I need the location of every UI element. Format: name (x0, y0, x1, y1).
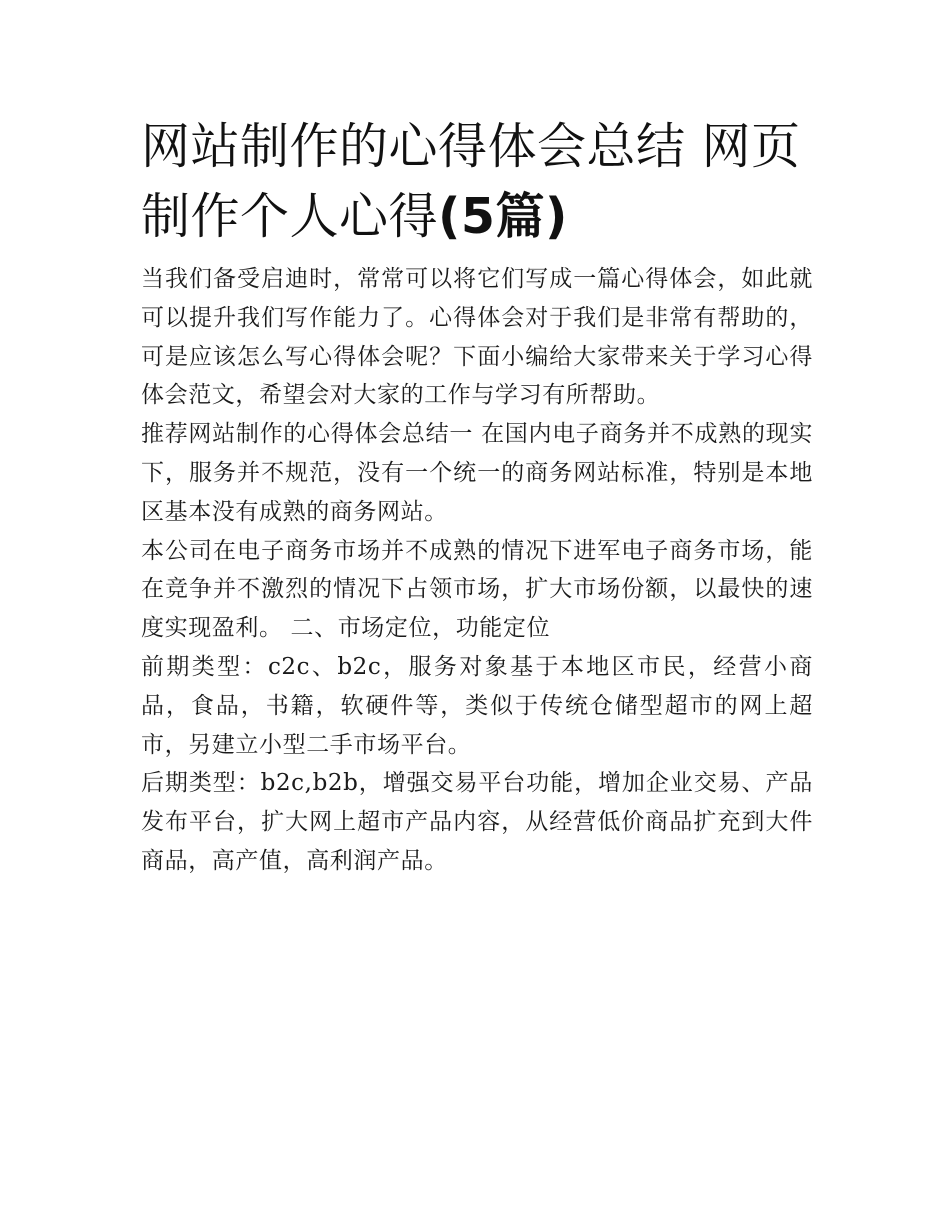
paragraph-intro: 当我们备受启迪时，常常可以将它们写成一篇心得体会，如此就可以提升我们写作能力了。心得体会对于我们是非常有帮助的，可是应该怎么写心得体会呢？下面小编给大家带来关于学习心得体会范文，希望会对大家的工作与学习有所帮助。 (141, 266, 813, 409)
title-suffix-text: (5篇) (438, 188, 568, 245)
document-page (141, 112, 813, 881)
title-main-text: 网站制作的心得体会总结 网页制作个人心得 (141, 118, 801, 245)
paragraph-company-strategy: 本公司在电子商务市场并不成熟的情况下进军电子商务市场，能在竞争并不激烈的情况下占领市场，扩大市场份额，以最快的速度实现盈利。 二、市场定位，功能定位 (141, 537, 813, 642)
document-body (141, 260, 813, 881)
paragraph-recommendation: 推荐网站制作的心得体会总结一 在国内电子商务并不成熟的现实下，服务并不规范，没有一个统一的商务网站标准，特别是本地区基本没有成熟的商务网站。 (141, 421, 813, 525)
paragraph-later-stage: 后期类型：b2c,b2b，增强交易平台功能，增加企业交易、产品发布平台，扩大网上超市产品内容，从经营低价商品扩充到大件商品，高产值，高利润产品。 (141, 770, 813, 874)
paragraph-early-stage: 前期类型：c2c、b2c，服务对象基于本地区市民，经营小商品，食品，书籍，软硬件等，类似于传统仓储型超市的网上超市，另建立小型二手市场平台。 (141, 653, 813, 758)
document-title (141, 112, 813, 252)
